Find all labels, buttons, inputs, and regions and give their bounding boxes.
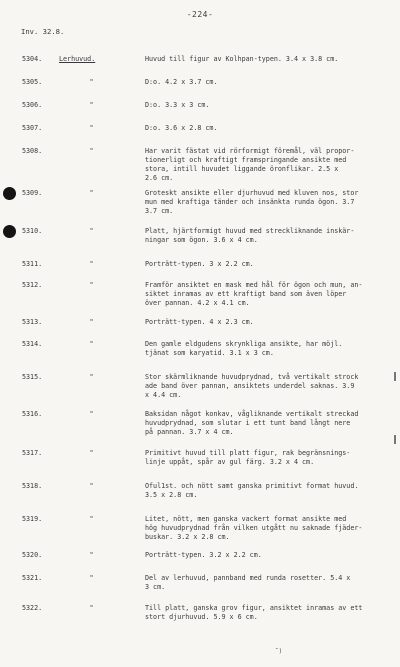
entry-number: 5312. [22, 281, 43, 289]
entry-number: 5313. [22, 318, 43, 326]
entry-category: " [89, 551, 94, 559]
entry-number: 5315. [22, 373, 43, 381]
entry-category: " [89, 482, 94, 490]
entry-description: Har varit fästat vid rörformigt föremål, väl propor- tionerligt och kraftigt framspringande ansikte med stora, intill huvudet liggande öronflikar. 2.5 x 2.6 cm. [145, 147, 355, 182]
entry-description: Huvud till figur av Kolhpan-typen. 3.4 x 3.8 cm. [145, 55, 339, 63]
entry-category: " [89, 373, 94, 381]
entry-number: 5314. [22, 340, 43, 348]
entry-category: " [89, 318, 94, 326]
entry-number: 5319. [22, 515, 43, 523]
entry-description: Till platt, ganska grov figur, ansiktet inramas av ett stort djurhuvud. 5.9 x 6 cm. [145, 604, 363, 621]
entry-description: Porträtt-typen. 3.2 x 2.2 cm. [145, 551, 262, 559]
inventory-label: Inv. 32.8. [21, 27, 65, 36]
margin-tick [394, 372, 396, 381]
entry-category: " [89, 189, 94, 197]
entry-number: 5316. [22, 410, 43, 418]
entry-category: Lerhuvud. [59, 55, 96, 63]
entry-description: Baksidan något konkav, vågliknande vertikalt streckad huvudprydnad, som slutar i ett tunt band långt nere på pannan. 3.7 x 4 cm. [145, 410, 359, 436]
entry-number: 5318. [22, 482, 43, 490]
entry-number: 5304. [22, 55, 43, 63]
entry-category: " [89, 260, 94, 268]
entry-category: " [89, 604, 94, 612]
binder-hole-bottom [3, 225, 16, 238]
entry-number: 5306. [22, 101, 43, 109]
binder-hole-top [3, 187, 16, 200]
entry-description: Porträtt-typen. 3 x 2.2 cm. [145, 260, 254, 268]
entry-category: " [89, 101, 94, 109]
entry-category: " [89, 515, 94, 523]
margin-mark: ˜) [275, 648, 283, 655]
entry-number: 5307. [22, 124, 43, 132]
entry-description: Litet, nött, men ganska vackert format ansikte med hög huvudprydnad från vilken utgått nu saknade fjäder- buskar. 3.2 x 2.8 cm. [145, 515, 363, 541]
entry-category: " [89, 574, 94, 582]
entry-description: Framför ansiktet en mask med hål för ögon och mun, an- siktet inramas av ett kraftigt band som även löper över pannan. 4.2 x 4.1 cm. [145, 281, 363, 307]
entry-description: Oful1st. och nött samt ganska primitivt format huvud. 3.5 x 2.8 cm. [145, 482, 359, 499]
entry-category: " [89, 340, 94, 348]
entry-category: " [89, 410, 94, 418]
entry-category: " [89, 78, 94, 86]
entry-number: 5310. [22, 227, 43, 235]
entry-description: Groteskt ansikte eller djurhuvud med kluven nos, stor mun med kraftiga tänder och insänkta runda ögon. 3.7 3.7 cm. [145, 189, 359, 215]
entry-number: 5320. [22, 551, 43, 559]
entry-description: Porträtt-typen. 4 x 2.3 cm. [145, 318, 254, 326]
entry-description: D:o. 4.2 x 3.7 cm. [145, 78, 218, 86]
entry-description: D:o. 3.3 x 3 cm. [145, 101, 210, 109]
entry-number: 5308. [22, 147, 43, 155]
entry-number: 5311. [22, 260, 43, 268]
entry-description: Stor skärmliknande huvudprydnad, två vertikalt strock ade band över pannan, ansiktets underdel saknas. 3.9 x 4.4 cm. [145, 373, 359, 399]
entry-number: 5322. [22, 604, 43, 612]
entry-category: " [89, 124, 94, 132]
entry-description: Platt, hjärtformigt huvud med streckliknande inskär- ningar som ögon. 3.6 x 4 cm. [145, 227, 355, 244]
entry-number: 5309. [22, 189, 43, 197]
entry-category: " [89, 281, 94, 289]
margin-tick [394, 435, 396, 444]
entry-number: 5305. [22, 78, 43, 86]
entry-description: Del av lerhuvud, pannband med runda rosetter. 5.4 x 3 cm. [145, 574, 351, 591]
entry-number: 5321. [22, 574, 43, 582]
entry-category: " [89, 227, 94, 235]
entry-category: " [89, 147, 94, 155]
entry-description: Den gamle eldgudens skrynkliga ansikte, har möjl. tjänat som karyatid. 3.1 x 3 cm. [145, 340, 343, 357]
entry-number: 5317. [22, 449, 43, 457]
entry-description: D:o. 3.6 x 2.8 cm. [145, 124, 218, 132]
entry-description: Primitivt huvud till platt figur, rak begränsnings- linje uppåt, spår av gul färg. 3.2 x 4 cm. [145, 449, 351, 466]
entry-category: " [89, 449, 94, 457]
page-number: -224- [186, 10, 214, 19]
